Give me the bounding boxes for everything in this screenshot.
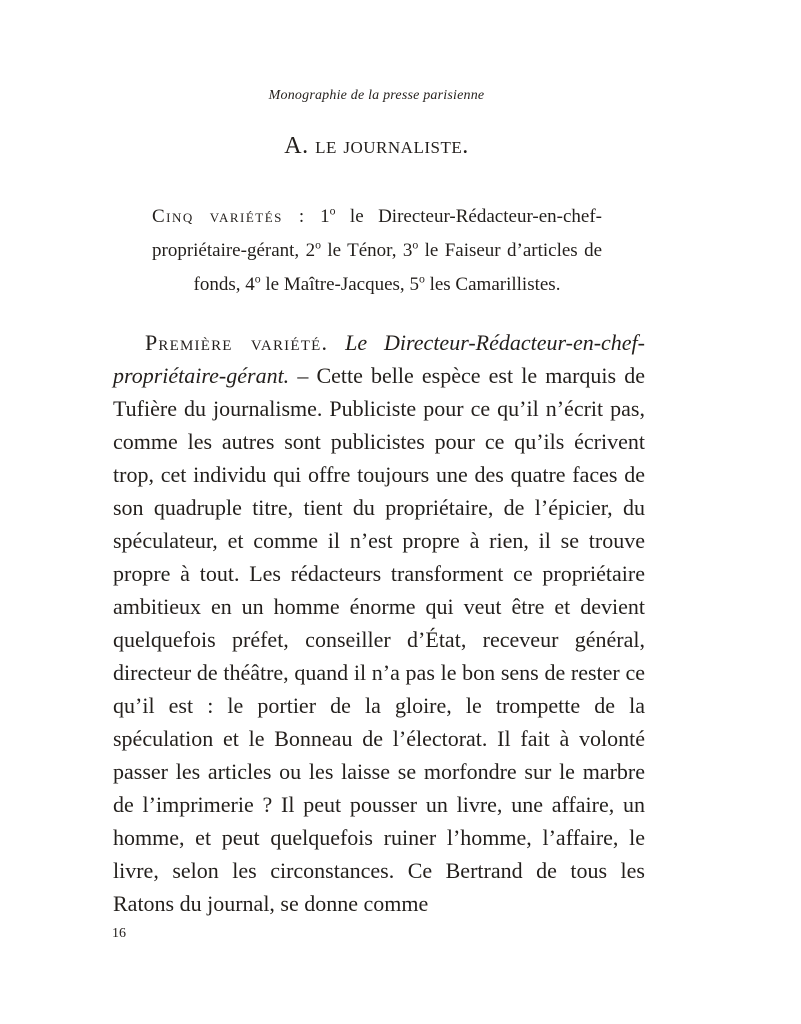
variety-item-1: le Directeur-Rédacteur-en-chef-propriétaire-gérant, xyxy=(152,206,602,261)
page-number: 16 xyxy=(112,926,126,941)
ordinal-number-1: 1 xyxy=(320,206,330,227)
ordinal-suffix-3: o xyxy=(412,238,419,252)
ordinal-number-2: 2 xyxy=(305,240,316,261)
summary-paragraph xyxy=(152,200,602,302)
variety-item-4: le Maître-Jacques, xyxy=(260,274,410,295)
body-text: – Cette belle espèce est le marquis de Tufière du journalisme. Publiciste pour ce qu’il n’écrit pas, comme les autres sont publicistes pour ce qu’ils écrivent trop, cet individu qui offre toujours une des quatre faces de son quadruple titre, tient du propriétaire, de l’épicier, du spéculateur, et comme il n’est propre à rien, il se trouve propre à tout. Les rédacteurs transforment ce propriétaire ambitieux en un homme énorme qui veut être et devient quelquefois préfet, conseiller d’État, receveur général, directeur de théâtre, quand il n’a pas le bon sens de rester ce qu’il est : le portier de la gloire, le trompette de la spéculation et le Bonneau de l’électorat. Il fait à volonté passer les articles ou les laisse se morfondre sur le marbre de l’imprimerie ? Il peut pousser un livre, une affaire, un homme, et peut quelquefois ruiner l’homme, l’affaire, le livre, selon les circonstances. Ce Bertrand de tous les Ratons du journal, se donne comme xyxy=(113,363,645,916)
ordinal-number-3: 3 xyxy=(402,240,413,261)
body-paragraph xyxy=(113,326,645,920)
section-title: A. le journaliste. xyxy=(284,133,469,159)
ordinal-suffix-5: o xyxy=(418,272,425,286)
ordinal-suffix-1: o xyxy=(329,204,336,218)
ordinal-number-5: 5 xyxy=(409,274,419,295)
ordinal-suffix-2: o xyxy=(315,238,321,252)
variety-title: Le Directeur-Rédacteur-en-chef-propriétaire-gérant. xyxy=(113,330,645,388)
ordinal-suffix-4: o xyxy=(254,272,261,286)
running-head: Monographie de la presse parisienne xyxy=(268,88,485,103)
ordinal-number-4: 4 xyxy=(245,274,255,295)
variety-heading: Première variété. xyxy=(145,330,329,355)
variety-item-3: le Faiseur d’articles de fonds, xyxy=(193,240,603,295)
variety-item-2: le Ténor, xyxy=(320,240,403,261)
variety-item-5: les Camarillistes. xyxy=(424,274,561,295)
summary-lead: Cinq variétés : xyxy=(152,206,306,227)
